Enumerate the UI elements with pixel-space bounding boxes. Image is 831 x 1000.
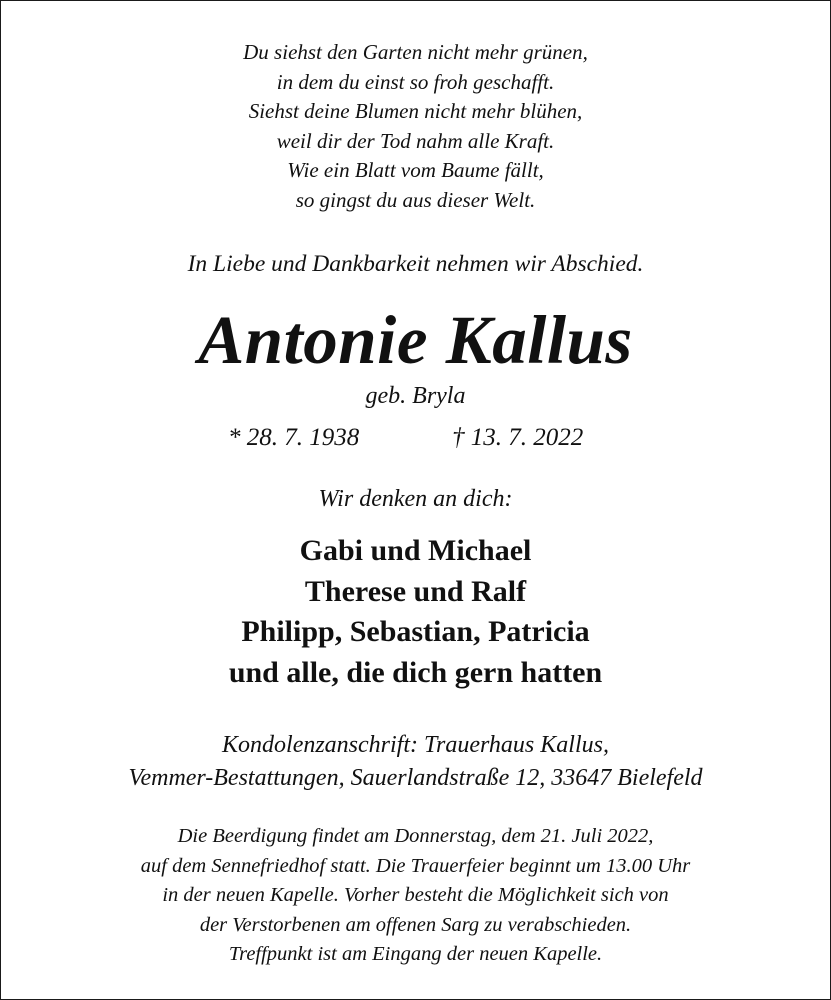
deceased-name: Antonie Kallus <box>198 302 633 378</box>
mourners-list <box>0 531 831 693</box>
funeral-line: auf dem Sennefriedhof statt. Die Trauerfeier beginnt um 13.00 Uhr <box>140 854 691 877</box>
mourner-line: Therese und Ralf <box>304 574 527 608</box>
address-line: Vemmer-Bestattungen, Sauerlandstraße 12, 33647 Bielefeld <box>128 765 703 791</box>
poem <box>0 38 831 215</box>
farewell-text: In Liebe und Dankbarkeit nehmen wir Abschied. <box>187 251 644 277</box>
funeral-line: Treffpunkt ist am Eingang der neuen Kapelle. <box>228 943 603 965</box>
funeral-line: der Verstorbenen am offenen Sarg zu verabschieden. <box>199 913 632 936</box>
funeral-line: Die Beerdigung findet am Donnerstag, dem 21. Juli 2022, <box>177 825 654 847</box>
condolence-address <box>0 729 831 795</box>
poem-line: weil dir der Tod nahm alle Kraft. <box>276 128 555 153</box>
remembrance-text: Wir denken an dich: <box>318 486 513 512</box>
maiden-name: geb. Bryla <box>365 383 466 409</box>
poem-line: so gingst du aus dieser Welt. <box>295 187 536 212</box>
funeral-line: in der neuen Kapelle. Vorher besteht die Möglichkeit sich von <box>162 884 669 906</box>
mourner-line: und alle, die dich gern hatten <box>228 655 603 689</box>
poem-line: in dem du einst so froh geschafft. <box>276 69 555 94</box>
death-date: † 13. 7. 2022 <box>452 424 584 451</box>
poem-line: Wie ein Blatt vom Baume fällt, <box>287 158 544 182</box>
mourner-line: Philipp, Sebastian, Patricia <box>241 615 590 648</box>
birth-date: * 28. 7. 1938 <box>228 424 360 451</box>
address-line: Kondolenzanschrift: Trauerhaus Kallus, <box>222 732 609 758</box>
mourner-line: Gabi und Michael <box>299 534 532 567</box>
funeral-info <box>0 822 831 970</box>
poem-line: Du siehst den Garten nicht mehr grünen, <box>243 40 588 64</box>
poem-line: Siehst deine Blumen nicht mehr blühen, <box>248 99 583 123</box>
